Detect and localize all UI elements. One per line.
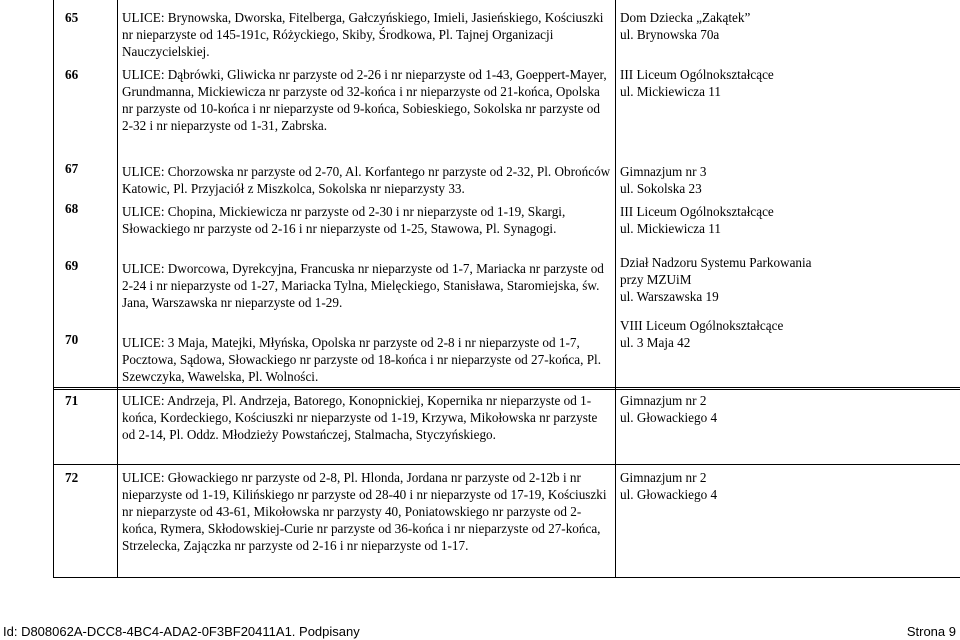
table-row xyxy=(54,388,960,465)
street-list: ULICE: Chopina, Mickiewicza nr parzyste od 2-30 i nr nieparzyste od 1-19, Skargi, Słowackiego nr parzyste od 2-16 i nr nieparzyste od 1-25, Stawowa, Pl. Synagogi. xyxy=(122,204,566,236)
row-number: 66 xyxy=(65,67,79,82)
row-number: 67 xyxy=(65,161,79,176)
school-name: Dom Dziecka „Zakątek” xyxy=(620,10,751,25)
streets-column xyxy=(118,0,616,390)
number-cell xyxy=(54,388,118,465)
school-cell xyxy=(616,465,960,578)
school-name: Gimnazjum nr 2 xyxy=(620,393,707,408)
school-name: Dział Nadzoru Systemu Parkowania xyxy=(620,255,812,270)
street-list: ULICE: Głowackiego nr parzyste od 2-8, Pl. Hlonda, Jordana nr parzyste od 2-12b i nr nieparzyste od 1-19, Kilińskiego nr parzyste od 28-40 i nr nieparzyste od 17-19, Kościuszki nr nieparzyste od 43-61, Mikołowska nr parzysty 40, Poniatowskiego nr parzyste od 2-końca, Rymera, Skłodowskiej-Curie nr parzyste od 36-końca i nr nieparzyste od 27-końca, Strzelecka, Zajączka nr parzyste od 2-16 i nr nieparzyste od 1-17. xyxy=(122,470,607,553)
district-table-2 xyxy=(53,387,960,578)
school-address: ul. Sokolska 23 xyxy=(620,181,702,196)
row-number: 70 xyxy=(65,332,79,347)
street-list: ULICE: Dworcowa, Dyrekcyjna, Francuska nr nieparzyste od 1-7, Mariacka nr parzyste od 2-24 i nr nieparzyste od 1-27, Mariacka Tylna, Mielęckiego, Stanisława, Staromiejska, św. Jana, Warszawska nr nieparzyste od 1-29. xyxy=(122,261,604,310)
school-column xyxy=(616,0,960,390)
school-name: Gimnazjum nr 2 xyxy=(620,470,707,485)
row-number: 71 xyxy=(65,393,79,408)
table-row xyxy=(54,0,960,390)
streets-cell xyxy=(118,388,616,465)
page-footer xyxy=(0,621,960,639)
street-list: ULICE: Dąbrówki, Gliwicka nr parzyste od 2-26 i nr nieparzyste od 1-43, Goeppert-Mayer, Grundmanna, Mickiewicza nr parzyste od 32-końca i nr nieparzyste od 21-końca, Opolska nr parzyste od 10-końca i nr nieparzyste od 9-końca, Sobieskiego, Sokolska nr parzyste od 2-32 i nr nieparzyste od 1-31, Zabrska. xyxy=(122,67,607,133)
school-address: ul. Brynowska 70a xyxy=(620,27,720,42)
street-list: ULICE: 3 Maja, Matejki, Młyńska, Opolska nr parzyste od 2-8 i nr nieparzyste od 1-7, Pocztowa, Sądowa, Słowackiego nr parzyste od 18-końca i nr nieparzyste od 27-końca, Pl. Szewczyka, Wawelska, Pl. Wolności. xyxy=(122,335,602,384)
school-name: III Liceum Ogólnokształcące xyxy=(620,67,774,82)
school-address: ul. 3 Maja 42 xyxy=(620,335,691,350)
street-list: ULICE: Andrzeja, Pl. Andrzeja, Batorego, Konopnickiej, Kopernika nr nieparzyste od 1-końca, Kordeckiego, Kościuszki nr nieparzyste od 1-19, Krzywa, Mikołowska nr parzyste od 2-14, Pl. Oddz. Młodzieży Powstańczej, Stalmacha, Styczyńskiego. xyxy=(122,393,598,442)
row-number: 69 xyxy=(65,258,79,273)
school-address: ul. Mickiewicza 11 xyxy=(620,84,721,99)
street-list: ULICE: Brynowska, Dworska, Fitelberga, Gałczyńskiego, Imieli, Jasieńskiego, Kościuszki nr nieparzyste od 145-191c, Różyckiego, Skiby, Środkowa, Pl. Tajnej Organizacji Nauczycielskiej. xyxy=(122,10,604,59)
row-number: 68 xyxy=(65,201,79,216)
table-row xyxy=(54,465,960,578)
number-cell xyxy=(54,465,118,578)
district-table-1 xyxy=(53,0,960,390)
page-number: Strona 9 xyxy=(906,624,956,639)
school-name: VIII Liceum Ogólnokształcące xyxy=(620,318,784,333)
school-address: ul. Głowackiego 4 xyxy=(620,410,718,425)
row-number: 72 xyxy=(65,470,79,485)
school-cell xyxy=(616,388,960,465)
number-column xyxy=(54,0,118,390)
document-id: Id: D808062A-DCC8-4BC4-ADA2-0F3BF20411A1. Podpisany xyxy=(3,624,360,639)
row-number: 65 xyxy=(65,10,79,25)
school-subname: przy MZUiM xyxy=(620,272,692,287)
school-address: ul. Głowackiego 4 xyxy=(620,487,718,502)
streets-cell xyxy=(118,465,616,578)
street-list: ULICE: Chorzowska nr parzyste od 2-70, Al. Korfantego nr parzyste od 2-32, Pl. Obrońców Katowic, Pl. Przyjaciół z Miszkolca, Sokolska nr nieparzysty 33. xyxy=(122,164,611,196)
school-address: ul. Mickiewicza 11 xyxy=(620,221,721,236)
school-name: III Liceum Ogólnokształcące xyxy=(620,204,774,219)
school-name: Gimnazjum nr 3 xyxy=(620,164,707,179)
school-address: ul. Warszawska 19 xyxy=(620,289,719,304)
